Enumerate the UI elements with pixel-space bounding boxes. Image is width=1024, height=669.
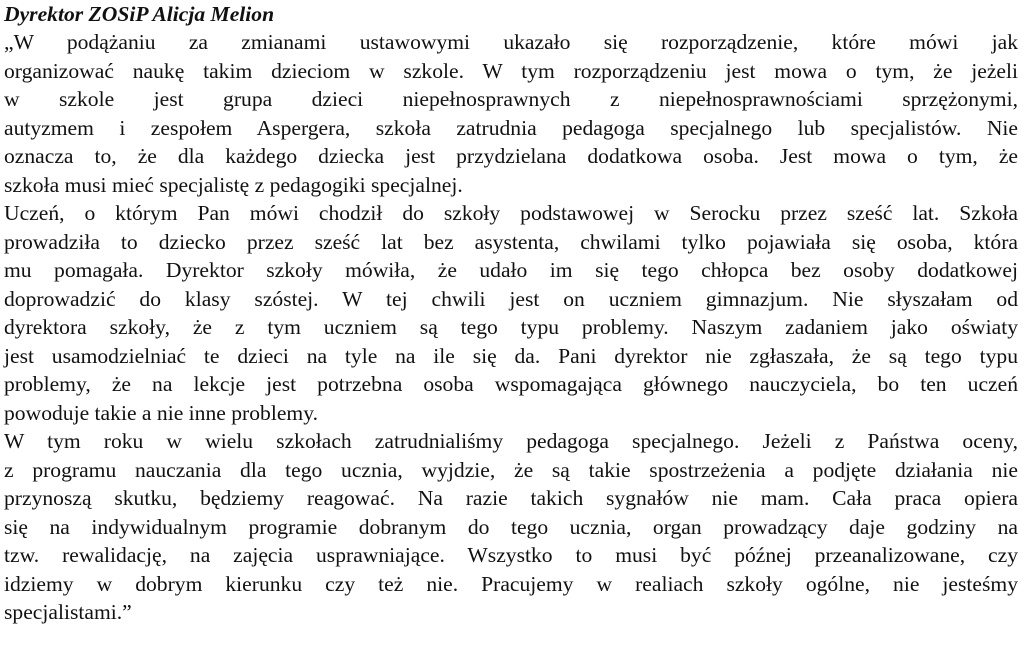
text-line: W tym roku w wielu szkołach zatrudnialiśmy pedagoga specjalnego. Jeżeli z Państwa oceny, (4, 429, 1018, 453)
text-line: organizować naukę takim dzieciom w szkole. W tym rozporządzeniu jest mowa o tym, że jeżeli (4, 58, 1018, 83)
text-line: mu pomagała. Dyrektor szkoły mówiła, że udało im się tego chłopca bez osoby dodatkowej (4, 258, 1018, 282)
text-line: specjalistami.” (4, 600, 132, 624)
text-line: powoduje takie a nie inne problemy. (4, 400, 319, 425)
document-page (4, 0, 1018, 627)
text-line: w szkole jest grupa dzieci niepełnosprawnych z niepełnosprawnościami sprzężonymi, (4, 87, 1018, 111)
text-line: problemy, że na lekcje jest potrzebna osoba wspomagająca głównego nauczyciela, bo ten uczeń (4, 372, 1018, 396)
text-line: się na indywidualnym programie dobranym do tego ucznia, organ prowadzący daje godziny na (4, 514, 1018, 539)
paragraph-1 (4, 28, 1018, 199)
text-line: szkoła musi mieć specjalistę z pedagogiki specjalnej. (4, 172, 463, 197)
text-line: „W podążaniu za zmianami ustawowymi ukazało się rozporządzenie, które mówi jak (4, 30, 1018, 54)
document-heading: Dyrektor ZOSiP Alicja Melion (4, 2, 275, 26)
paragraph-2 (4, 199, 1018, 427)
text-line: doprowadzić do klasy szóstej. W tej chwili jest on uczniem gimnazjum. Nie słyszałam od (4, 286, 1018, 311)
text-line: oznacza to, że dla każdego dziecka jest przydzielana dodatkowa osoba. Jest mowa o tym, że (4, 144, 1018, 168)
text-line: jest usamodzielniać te dzieci na tyle na ile się da. Pani dyrektor nie zgłaszała, że są tego typu (4, 343, 1018, 368)
text-line: przynoszą skutku, będziemy reagować. Na razie takich sygnałów nie mam. Cała praca opiera (4, 486, 1018, 510)
text-line: prowadziła to dziecko przez sześć lat bez asystenta, chwilami tylko pojawiała się osoba, która (4, 229, 1018, 254)
text-line: Uczeń, o którym Pan mówi chodził do szkoły podstawowej w Serocku przez sześć lat. Szkoła (4, 201, 1018, 225)
text-line: idziemy w dobrym kierunku czy też nie. Pracujemy w realiach szkoły ogólne, nie jesteśmy (4, 571, 1018, 596)
text-line: dyrektora szkoły, że z tym uczniem są tego typu problemy. Naszym zadaniem jako oświaty (4, 315, 1018, 339)
text-line: z programu nauczania dla tego ucznia, wyjdzie, że są takie spostrzeżenia a podjęte działania nie (4, 457, 1018, 482)
text-line: tzw. rewalidację, na zajęcia usprawniające. Wszystko to musi być późnej przeanalizowane, czy (4, 543, 1018, 567)
text-line: autyzmem i zespołem Aspergera, szkoła zatrudnia pedagoga specjalnego lub specjalistów. Nie (4, 115, 1018, 140)
paragraph-3 (4, 427, 1018, 627)
